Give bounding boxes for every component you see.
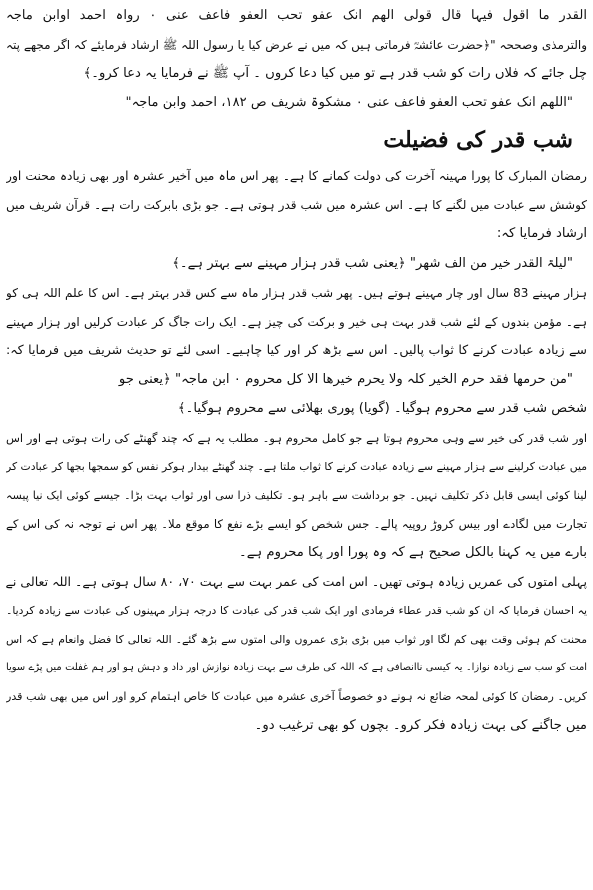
paragraph-line: رمضان المبارک کا پورا مہینہ آخرت کی دولت کمانے کا ہے۔ پھر اس ماہ میں آخیر عشرہ اور بھی زیادہ محنت اور (6, 169, 587, 184)
section-heading: شب قدر کی فضیلت (383, 127, 573, 154)
paragraph-line: کوشش سے عبادت میں لگنے کا ہے۔ اس عشرہ میں شب قدر ہوتی ہے۔ جو بڑی بابرکت رات ہے۔ قرآن شریف میں (6, 198, 587, 213)
paragraph-line: میں عبادت کرلینے سے ہزار مہینے سے زیادہ عبادت کرنے کا ثواب ملتا ہے۔ چند گھنٹے بیدار ہوکر نفس کو سمجھا بجھا کر عبادت کر (6, 459, 587, 473)
intro-line: القدر ما اقول فیہا قال قولی الھم انک عفو تحب العفو فاعف عنی ۰ رواہ احمد اوابن ماجہ (6, 8, 587, 23)
paragraph-line: یہ احسان فرمایا کہ ان کو شب قدر عطاء فرمادی اور ایک شب قدر کی عبادت کا درجہ ہزار مہینوں کی عبادت سے زیادہ کردیا۔ (6, 603, 587, 617)
paragraph-line: ہزار مہینے 83 سال اور چار مہینے ہوتے ہیں۔ پھر شب قدر ہزار ماہ سے کس قدر بہتر ہے۔ اس کا علم اللہ ہی کو (6, 285, 587, 300)
hadith-quote: "من حرمھا فقد حرم الخیر کلہ ولا یحرم خیرھا الا کل محروم ۰ ابن ماجہ" ﴿یعنی جو (118, 372, 573, 388)
paragraph-line: میں جاگنے کی بہت زیادہ فکر کرو۔ بچوں کو بھی ترغیب دو۔ (254, 717, 587, 733)
hadith-quote-continued: شخص شب قدر سے محروم ہوگیا۔ (گویا) پوری بھلائی سے محروم ہوگیا۔﴾ (177, 401, 587, 417)
paragraph-line: ہے۔ مؤمن بندوں کے لئے شب قدر بہت ہی خیر و برکت کی چیز ہے۔ ایک رات جاگ کر عبادت کرلیں اور ہزار مہینے (6, 314, 587, 329)
paragraph-3 (6, 424, 587, 568)
paragraph-line: کریں۔ رمضان کا کوئی لمحہ ضائع نہ ہونے دو خصوصاً آخری عشرہ میں عبادت کا خاص اہتمام کرو اور اس میں بھی شب قدر (6, 690, 587, 704)
paragraph-line: لینا کوئی ایسی قابل ذکر تکلیف نہیں۔ جو برداشت سے باہر ہو۔ تکلیف ذرا سی اور ثواب بہت بڑا۔ جیسے کوئی ایک نیا پیسہ (6, 488, 587, 502)
paragraph-2 (6, 279, 587, 365)
paragraph-line: سے زیادہ عبادت کرنے کا ثواب پالیں۔ اس سے بڑھ کر اور کیا چاہیے۔ اسی لئے تو حدیث شریف میں فرمایا کہ: (6, 342, 587, 358)
paragraph-line: امت کو سب سے زیادہ نوازا۔ یہ کیسی ناانصافی ہے کہ اللہ کی طرف سے بہت زیادہ نوازش اور داد و دہش ہو اور ہم غفلت میں پڑے سویا (6, 662, 587, 674)
paragraph-line: محنت کم ہوئی وقت بھی کم لگا اور ثواب میں بڑی بڑی عمروں والی امتوں سے بڑھ گئے۔ اللہ تعالی کا فضل وانعام ہے کہ اس (6, 632, 587, 646)
paragraph-line: پہلی امتوں کی عمریں زیادہ ہوتی تھیں۔ اس امت کی عمر بہت سے بہت ۷۰، ۸۰ سال ہوتی ہے۔ اللہ تعالی نے (6, 573, 587, 589)
dua-line: "اللھم انک عفو تحب العفو فاعف عنی ۰ مشکوۃ شریف ص ۱۸۲، احمد وابن ماجہ" (125, 95, 573, 111)
quran-quote: "لیلۃ القدر خیر من الف شھر" ﴿یعنی شب قدر ہزار مہینے سے بہتر ہے۔﴾ (172, 255, 573, 271)
paragraph-4 (6, 568, 587, 741)
paragraph-line: اور شب قدر کی خیر سے وہی محروم ہوتا ہے جو کامل محروم ہو۔ مطلب یہ ہے کہ چند گھنٹے کی رات ہوتی ہے اور اس (6, 430, 587, 445)
paragraph-line: بارے میں یہ کہنا بالکل صحیح ہے کہ وہ پورا اور پکا محروم ہے۔ (239, 545, 587, 561)
paragraph-1 (6, 162, 587, 248)
intro-line: چل جائے کہ فلاں رات کو شب قدر ہے تو میں کیا دعا کروں ۔ آپ ﷺ نے فرمایا یہ دعا کرو۔﴾ (83, 65, 587, 81)
intro-section (6, 2, 587, 118)
paragraph-line: تجارت میں لگادے اور بیس کروڑ روپیہ پالے۔ جس شخص کو ایسے بڑے نفع کا موقع ملا۔ پھر اس نے توجہ نہ کی اس کے (6, 517, 587, 532)
intro-line: والترمذی وصححہ "﴿حضرت عائشہؓ فرماتی ہیں کہ میں نے عرض کیا یا رسول اللہ ﷺ ارشاد فرمایئے کہ اگر مجھے پتہ (6, 37, 587, 52)
paragraph-line: ارشاد فرمایا کہ: (496, 225, 587, 241)
